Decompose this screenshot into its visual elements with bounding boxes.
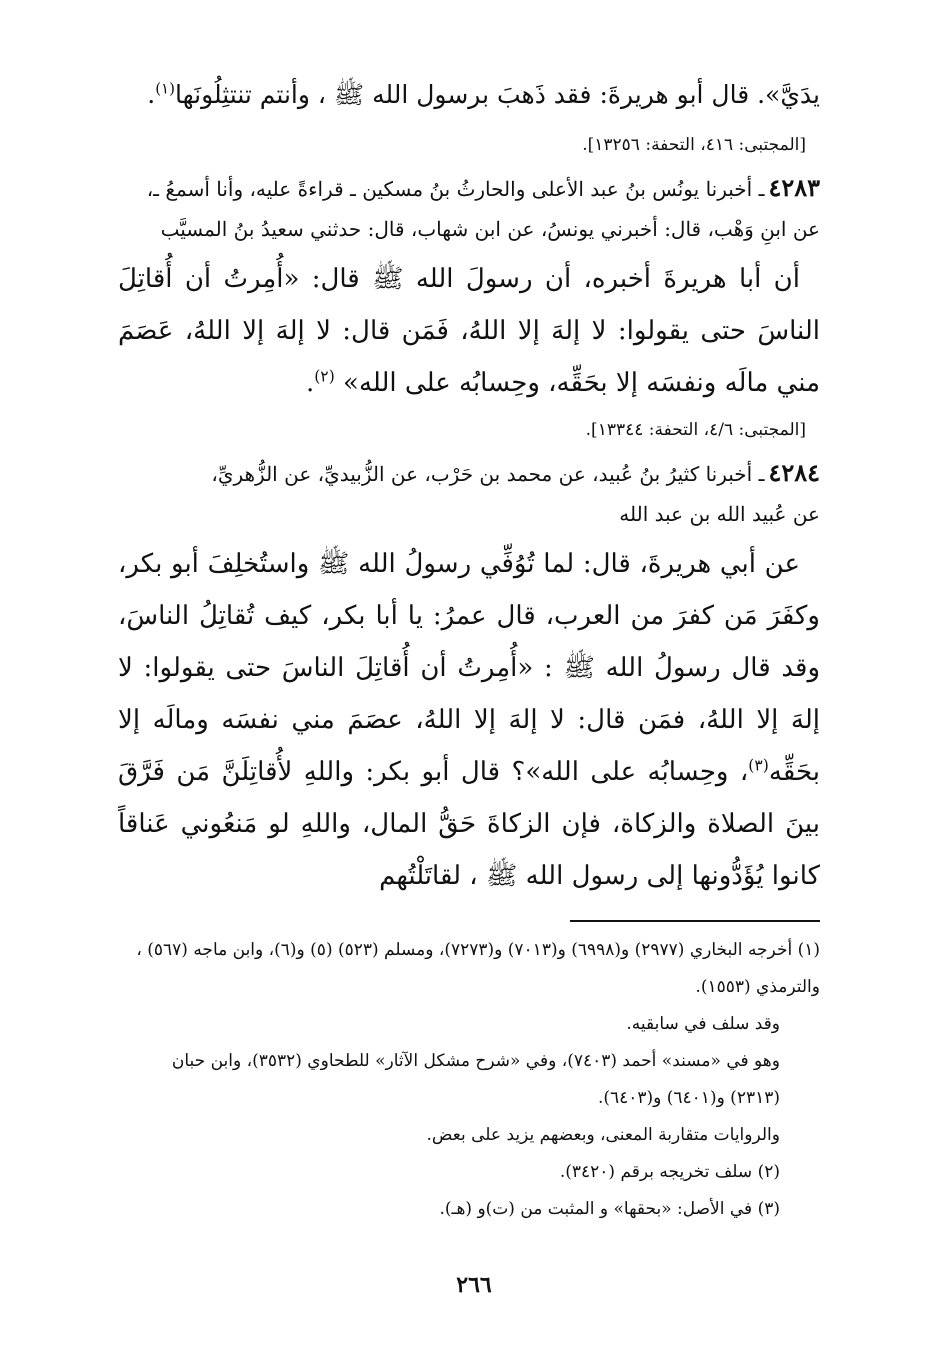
continued-text: يدَيَّ». قال أبو هريرةَ: فقد ذَهبَ برسول الله ﷺ ، وأنتم تنتثِلُونَها (174, 80, 820, 109)
hadith-number-4284: ٤٢٨٤ (768, 458, 820, 487)
hadith-4283-chain-line-1: ـ أخبرنا يونُس بنُ عبد الأعلى والحارثُ بنُ مسكين ـ قراءةً عليه، وأنا أسمعُ ـ، (146, 177, 765, 201)
footnote-1-note-b: وهو في «مسند» أحمد (٧٤٠٣)، وفي «شرح مشكل الآثار» للطحاوي (٣٥٣٢)، وابن حبان (٢٣١٣) و(٦٤٠١) و(٦٤٠٣). (171, 1051, 780, 1108)
hadith-4284-matn-part-1: عن أبي هريرةَ، قال: لما تُوُفِّي رسولُ الله ﷺ واستُخلِفَ أبو بكر، وكفَرَ مَن كفرَ من العرب، قال عمرُ: يا أبا بكر، كيف تُقاتِلُ الناسَ، وقد قال رسولُ الله ﷺ : «أُمِرتُ أن أُقاتِلَ الناسَ حتى يقولوا: لا إلهَ إلا اللهُ، فمَن قال: لا إلهَ إلا اللهُ، عصَمَ مني نفسَه ومالَه إلا بحَقِّه (118, 549, 820, 787)
footnotes (118, 932, 820, 1228)
hadith-4284-chain-line-1: ـ أخبرنا كثيرُ بنُ عُبيد، عن محمد بن حَرْب، عن الزُّبيديِّ، عن الزُّهريِّ، (211, 462, 765, 486)
footnote-marker-2: (٢) (314, 367, 335, 386)
footnote-marker-3: (٣) (748, 756, 769, 775)
hadith-4283-matn (118, 253, 820, 409)
hadith-4284-chain (118, 453, 820, 494)
reference-1: [المجتبى: ٤١٦، التحفة: ١٣٢٥٦]. (582, 135, 806, 155)
continued-paragraph (118, 70, 820, 120)
reference-2: [المجتبى: ٤/٦، التحفة: ١٣٣٤٤]. (585, 420, 806, 440)
hadith-4284-matn-part-2: ، وحِسابُه على الله»؟ قال أبو بكر: واللهِ لأُقاتِلَنَّ مَن فَرَّقَ بينَ الصلاة والزكاة، فإن الزكاةَ حَقُّ المال، واللهِ لو مَنعُوني عَناقاً كانوا يُؤَدُّونها إلى رسول الله ﷺ ، لقاتَلْتُهم (118, 757, 820, 891)
footnote-1: (١) أخرجه البخاري (٢٩٧٧) و(٦٩٩٨) و(٧٠١٣) و(٧٢٧٣)، ومسلم (٥٢٣) (٥) و(٦)، وابن ماجه (٥٦٧) ، والترمذي (١٥٥٣). (136, 940, 820, 997)
hadith-4284-chain-line-2: عن عُبيد الله بن عبد الله (619, 502, 820, 526)
hadith-4283-chain (118, 168, 820, 209)
footnote-3: (٣) في الأصل: «بحقها» و المثبت من (ت)و (هـ). (439, 1199, 780, 1219)
footnote-2: (٢) سلف تخريجه برقم (٣٤٢٠). (559, 1162, 780, 1182)
page-number: ٢٦٦ (456, 1272, 492, 1298)
hadith-4283-matn-text: أن أبا هريرةَ أخبره، أن رسولَ الله ﷺ قال: «أُمِرتُ أن أُقاتِلَ الناسَ حتى يقولوا: لا إلهَ إلا اللهُ، فَمَن قال: لا إلهَ إلا اللهُ، عَصَمَ مني مالَه ونفسَه إلا بحَقِّه، وحِسابُه على الله» (118, 264, 820, 398)
hadith-number-4283: ٤٢٨٣ (768, 173, 820, 202)
footnote-1-note-c: والروايات متقاربة المعنى، وبعضهم يزيد على بعض. (426, 1125, 780, 1145)
footnote-marker-1: (١) (155, 79, 175, 98)
hadith-4283-chain-line-2: عن ابنِ وَهْب، قال: أخبرني يونسُ، عن ابن شهاب، قال: حدثني سعيدُ بنُ المسيَّب (160, 217, 820, 241)
footnote-divider (570, 920, 820, 922)
hadith-4283-end: . (305, 368, 315, 398)
hadith-4284-matn (118, 538, 820, 902)
continued-end: . (147, 80, 156, 109)
footnote-1-note-a: وقد سلف في سابقيه. (626, 1014, 780, 1034)
